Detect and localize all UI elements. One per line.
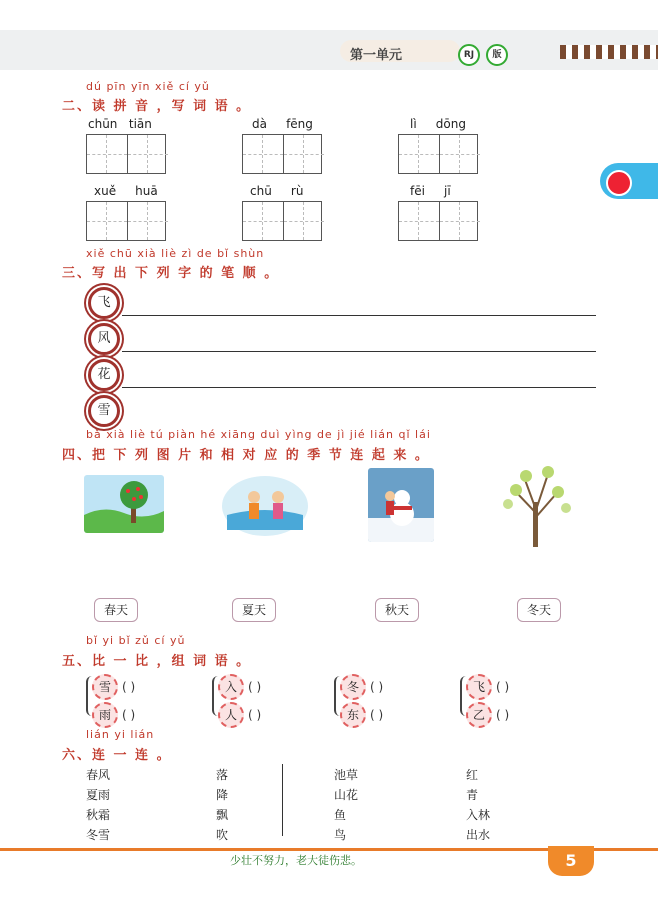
s4-pinyin: bǎ xià liè tú piàn hé xiāng duì yìng de jì jié lián qǐ lái: [86, 428, 431, 441]
compare-char: 飞: [466, 674, 492, 700]
cartoon-face-icon: [606, 170, 632, 196]
s6-pinyin: lián yi lián: [86, 728, 155, 741]
match-word[interactable]: 落: [216, 768, 229, 782]
edition-badge: 版: [486, 44, 508, 66]
writing-line[interactable]: [122, 315, 596, 316]
compare-char: 东: [340, 702, 366, 728]
season-box-winter[interactable]: 冬天: [517, 598, 561, 622]
s2-pinyin: dú pīn yīn xiě cí yǔ: [86, 80, 210, 93]
writing-grid[interactable]: [242, 134, 322, 174]
compare-char: 乙: [466, 702, 492, 728]
divider: [282, 764, 283, 836]
answer-blank[interactable]: ( ): [248, 708, 262, 722]
season-box-spring[interactable]: 春天: [94, 598, 138, 622]
s3-pinyin: xiě chū xià liè zì de bǐ shùn: [86, 247, 265, 260]
compare-char: 人: [218, 702, 244, 728]
s3-title: 三、写 出 下 列 字 的 笔 顺 。: [62, 266, 280, 281]
answer-blank[interactable]: ( ): [122, 708, 136, 722]
s2-py-2: dà fēng: [252, 117, 313, 131]
match-word[interactable]: 池草: [334, 768, 359, 782]
stroke-char: 花: [88, 359, 120, 391]
s4-title: 四、把 下 列 图 片 和 相 对 应 的 季 节 连 起 来 。: [62, 448, 430, 463]
s2-py-3: lì dōng: [410, 117, 466, 131]
writing-grid[interactable]: [398, 201, 478, 241]
answer-blank[interactable]: ( ): [122, 680, 136, 694]
match-word[interactable]: 入林: [466, 808, 491, 822]
compare-char: 雪: [92, 674, 118, 700]
s2-py-1: chūn tiān: [88, 117, 152, 131]
compare-char: 入: [218, 674, 244, 700]
compare-char: 冬: [340, 674, 366, 700]
compare-char: 雨: [92, 702, 118, 728]
s2-py-4: xuě huā: [94, 184, 158, 198]
writing-grid[interactable]: [398, 134, 478, 174]
s2-title: 二、读 拼 音 ，写 词 语 。: [62, 99, 252, 114]
answer-blank[interactable]: ( ): [370, 708, 384, 722]
answer-blank[interactable]: ( ): [370, 680, 384, 694]
match-word[interactable]: 鸟: [334, 828, 347, 842]
answer-blank[interactable]: ( ): [496, 708, 510, 722]
unit-title: 第一单元: [350, 48, 403, 63]
answer-blank[interactable]: ( ): [248, 680, 262, 694]
match-word[interactable]: 春风: [86, 768, 111, 782]
match-word[interactable]: 冬雪: [86, 828, 111, 842]
match-word[interactable]: 出水: [466, 828, 491, 842]
match-word[interactable]: 山花: [334, 788, 359, 802]
s2-py-6: fēi jī: [410, 184, 451, 198]
s6-title: 六、连 一 连 。: [62, 748, 172, 763]
s5-title: 五、比 一 比 ，组 词 语 。: [62, 654, 252, 669]
rj-badge: RJ: [458, 44, 480, 66]
stroke-char: 飞: [88, 287, 120, 319]
season-box-summer[interactable]: 夏天: [232, 598, 276, 622]
stroke-char: 风: [88, 323, 120, 355]
writing-line[interactable]: [122, 387, 596, 388]
match-word[interactable]: 秋霜: [86, 808, 111, 822]
match-word[interactable]: 降: [216, 788, 229, 802]
autumn-picture: [496, 462, 576, 550]
match-word[interactable]: 鱼: [334, 808, 347, 822]
match-word[interactable]: 吹: [216, 828, 229, 842]
spring-picture: [84, 475, 164, 533]
page-number: 5: [548, 846, 594, 876]
winter-picture: [368, 468, 434, 542]
writing-grid[interactable]: [86, 201, 166, 241]
match-word[interactable]: 夏雨: [86, 788, 111, 802]
season-box-autumn[interactable]: 秋天: [375, 598, 419, 622]
stroke-char: 雪: [88, 395, 120, 427]
checker-decoration: [560, 45, 658, 59]
match-word[interactable]: 飘: [216, 808, 229, 822]
summer-picture: [222, 475, 308, 537]
match-word[interactable]: 青: [466, 788, 479, 802]
s2-py-5: chū rù: [250, 184, 304, 198]
writing-grid[interactable]: [242, 201, 322, 241]
answer-blank[interactable]: ( ): [496, 680, 510, 694]
writing-grid[interactable]: [86, 134, 166, 174]
s5-pinyin: bǐ yi bǐ zǔ cí yǔ: [86, 634, 186, 647]
match-word[interactable]: 红: [466, 768, 479, 782]
writing-line[interactable]: [122, 351, 596, 352]
footer-motto: 少壮不努力，老大徒伤悲。: [230, 854, 362, 867]
